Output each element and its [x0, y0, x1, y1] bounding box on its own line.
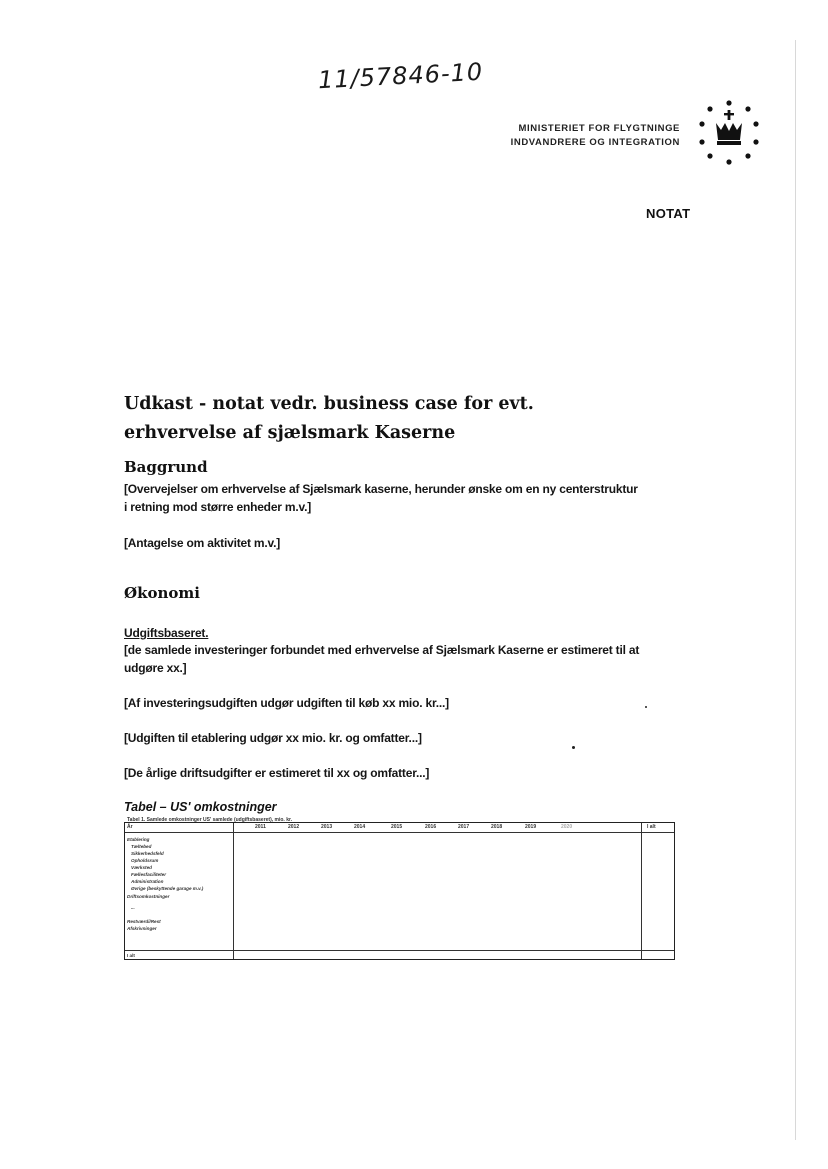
table-year-header: 2011: [255, 824, 266, 830]
subheading-udgiftsbaseret: Udgiftsbaseret.: [124, 626, 209, 640]
table-year-header: 2017: [458, 824, 470, 830]
scan-speck: [645, 706, 647, 708]
table-row-label: Værksted: [131, 865, 152, 870]
table-total-header: I alt: [647, 824, 656, 830]
table-year-header: 2015: [391, 824, 403, 830]
cost-table: [124, 822, 675, 960]
handwritten-reference: 11/57846-10: [317, 57, 484, 95]
table-year-label: År: [127, 824, 133, 830]
table-row-label: Tæltebed: [131, 844, 152, 849]
table-year-header: 2018: [491, 824, 503, 830]
table-year-header: 2012: [288, 824, 300, 830]
heading-baggrund: Baggrund: [124, 458, 208, 476]
table-header-rule: [125, 832, 674, 833]
scan-speck: [572, 746, 575, 749]
table-year-header: 2020: [561, 824, 573, 830]
table-row-label: Administration: [131, 879, 164, 884]
table-row-label: Øvrige (beskyttende garage m.v.): [131, 886, 204, 891]
crown-crest-icon: [692, 96, 766, 168]
okonomi-paragraph-1: [de samlede investeringer forbundet med erhvervelse af Sjælsmark Kaserne er estimeret til at udgøre xx.]: [124, 643, 640, 675]
table-label-column-rule: [233, 823, 234, 959]
table-caption: Tabel – US' omkostninger: [124, 800, 277, 814]
table-year-header: 2014: [354, 824, 366, 830]
table-year-header: 2016: [425, 824, 437, 830]
okonomi-paragraph-4: [De årlige driftsudgifter er estimeret til xx og omfatter...]: [124, 766, 430, 780]
table-row-label: Opholdsrum: [131, 858, 159, 863]
table-row-label: Etablering: [127, 837, 150, 842]
table-year-header: 2013: [321, 824, 333, 830]
ministry-line-2: INDVANDRERE OG INTEGRATION: [510, 137, 680, 148]
ministry-name: [511, 122, 680, 150]
document-title: Udkast - notat vedr. business case for evt. erhvervelse af sjælsmark Kaserne: [124, 394, 534, 443]
table-row-label: Afskrivninger: [127, 926, 157, 931]
document-type: NOTAT: [646, 206, 691, 221]
table-row-label: Restværdi/Rest: [127, 919, 161, 924]
table-row-label: Sikkerhedsfeld: [131, 851, 164, 856]
table-total-column-rule: [641, 823, 642, 959]
table-row-label: Fællesfaciliteter: [131, 872, 166, 877]
ministry-line-1: MINISTERIET FOR FLYGTNINGE: [518, 123, 680, 134]
table-total-row-label: I alt: [127, 953, 135, 958]
okonomi-paragraph-2: [Af investeringsudgiften udgør udgiften til køb xx mio. kr...]: [124, 696, 449, 710]
table-title: Tabel 1. Samlede omkostninger US' samlede (udgiftsbaseret), mio. kr.: [127, 817, 293, 823]
baggrund-paragraph-1: [Overvejelser om erhvervelse af Sjælsmark kaserne, herunder ønske om en ny centerstruktur i retning mod større enheder m.v.]: [124, 482, 638, 514]
page-edge-line: [795, 40, 796, 1140]
okonomi-paragraph-3: [Udgiften til etablering udgør xx mio. kr. og omfatter...]: [124, 731, 422, 745]
table-row-label: ...: [131, 905, 135, 910]
heading-okonomi: Økonomi: [124, 584, 200, 602]
table-row-label: Driftsomkostninger: [127, 894, 170, 899]
baggrund-paragraph-2: [Antagelse om aktivitet m.v.]: [124, 536, 281, 550]
table-year-header: 2019: [525, 824, 537, 830]
table-total-rule: [125, 950, 674, 951]
